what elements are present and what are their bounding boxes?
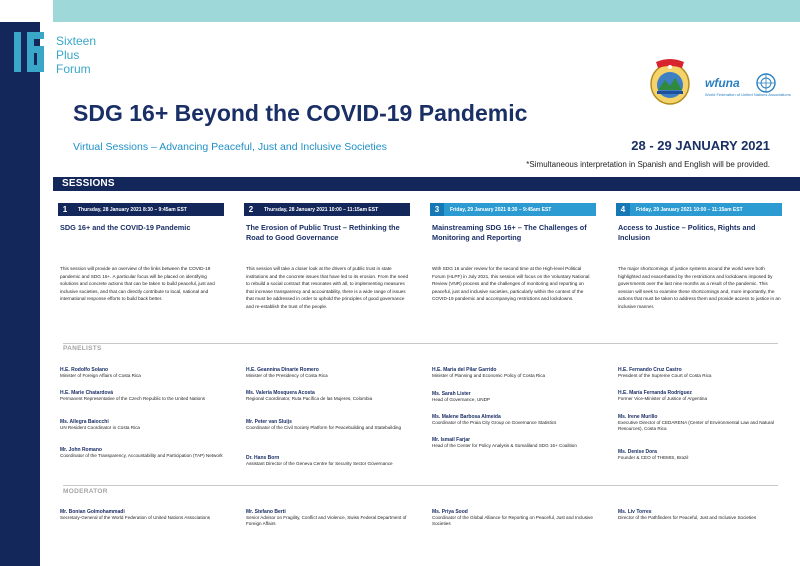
panelist-name: H.E. Rodolfo Solano — [60, 367, 109, 373]
panelist — [246, 367, 414, 379]
session-header — [616, 203, 782, 216]
session-time: Friday, 29 January 2021 10:00 – 11:15am EST — [636, 206, 743, 213]
moderator-name: Mr. Bonian Golmohammadi — [60, 509, 125, 515]
panelist-role: Minister of Planning and Economic Policy of Costa Rica — [432, 373, 546, 379]
session-header — [58, 203, 224, 216]
panelist-role: Head of Governance, UNDP — [432, 397, 490, 403]
session-time: Thursday, 28 January 2021 10:00 – 11:15am EST — [264, 206, 379, 213]
moderator-role: Director of the Pathfinders for Peaceful, Just and Inclusive Societies — [618, 515, 757, 521]
panelists-heading: PANELISTS — [63, 345, 102, 352]
top-teal-band — [53, 0, 800, 22]
panelist-name: Ms. Sarah Lister — [432, 391, 471, 397]
moderator-name: Ms. Priya Sood — [432, 509, 468, 515]
moderator-role: Secretary-General of the World Federation of United Nations Associations — [60, 515, 211, 521]
panelist-role: Regional Coordinator, Ruta Pacífica de las Mujeres, Colombia — [246, 396, 373, 402]
session-number: 4 — [616, 203, 630, 216]
panelist-name: H.E. Fernando Cruz Castro — [618, 367, 682, 373]
panelist — [246, 419, 414, 431]
panelist-name: Mr. John Romano — [60, 447, 102, 453]
panelist — [246, 455, 414, 467]
session-number: 1 — [58, 203, 72, 216]
session-time: Friday, 29 January 2021 8:30 – 9:45am EST — [450, 206, 552, 213]
session-header — [244, 203, 410, 216]
panelist-name: Ms. Malene Barbosa Almeida — [432, 414, 501, 420]
session-column — [430, 203, 596, 302]
moderator-role: Coordinator of the Global Alliance for Reporting on Peaceful, Just and Inclusive Societies — [432, 515, 593, 527]
panelist — [618, 367, 786, 379]
session-description: This session will provide an overview of the links between the COVID-19 pandemic and SDG 16+. A particular focus will be placed on identifying solutions and concrete actions that can be taken to build peaceful, just and inclusive societies, and that can directly contribute to local, national and international response efforts to build back better. — [60, 266, 215, 302]
wfuna-logo — [705, 72, 791, 102]
panelist — [432, 414, 600, 426]
panelist-role: President of the Supreme Court of Costa Rica — [618, 373, 712, 379]
session-title: SDG 16+ and the COVID-19 Pandemic — [60, 223, 191, 232]
logo-line-2: Plus Forum — [56, 48, 91, 76]
page-subtitle: Virtual Sessions – Advancing Peaceful, Just and Inclusive Societies — [73, 141, 387, 153]
panelist — [432, 391, 600, 403]
sessions-heading: SESSIONS — [62, 178, 115, 189]
panelist-role: Founder & CEO of THEMIS, Brazil — [618, 455, 689, 461]
session-number: 2 — [244, 203, 258, 216]
moderator-heading: MODERATOR — [63, 488, 108, 495]
wfuna-subtitle: World Federation of United Nations Associations — [705, 92, 791, 97]
panelist-name: Mr. Ismail Farjar — [432, 437, 471, 443]
panelist — [618, 449, 786, 461]
top-band — [0, 0, 800, 22]
moderator — [618, 509, 786, 521]
panelist — [60, 367, 228, 379]
panelist — [60, 447, 228, 459]
panelist-name: Ms. Valeria Mosquera Acosta — [246, 390, 315, 396]
panelist — [246, 390, 414, 402]
panelist — [618, 414, 786, 433]
sessions-bar — [53, 177, 800, 191]
moderator-divider — [63, 485, 778, 486]
panelist — [60, 419, 228, 431]
session-header — [430, 203, 596, 216]
moderator-name: Ms. Liv Torres — [618, 509, 652, 515]
panelist-role: Assistant Director of the Geneva Centre for Security Sector Governance — [246, 461, 393, 467]
moderator — [246, 509, 414, 528]
panelist-role: Permanent Representative of the Czech Republic to the United Nations — [60, 396, 206, 402]
page-title: SDG 16+ Beyond the COVID-19 Pandemic — [73, 100, 528, 126]
session-time: Thursday, 28 January 2021 8:30 – 9:45am EST — [78, 206, 187, 213]
moderator — [60, 509, 228, 521]
panelist-name: H.E. María Fernanda Rodríguez — [618, 390, 692, 396]
session-description: With SDG 16 under review for the second time at the High-level Political Forum (HLPF) in July 2021, this session will focus on the Voluntary National Review (VNR) process and the challenges of monitoring and reporting on peaceful, just and inclusive societies, particularly within the context of the COVID-19 pandemic and accompanying restrictions and lockdowns. — [432, 266, 590, 302]
panelists-divider — [63, 343, 778, 344]
session-title: Access to Justice – Politics, Rights and Inclusion — [618, 223, 756, 242]
panelist-role: Minister of Foreign Affairs of Costa Rica — [60, 373, 141, 379]
moderator-name: Mr. Stefano Berti — [246, 509, 286, 515]
panelist-role: Minister of the Presidency of Costa Rica — [246, 373, 328, 379]
interpretation-note: *Simultaneous interpretation in Spanish and English will be provided. — [526, 160, 770, 169]
session-title: The Erosion of Public Trust – Rethinking the Road to Good Governance — [246, 223, 400, 242]
panelist — [432, 367, 600, 379]
panelist-name: H.E. Maria del Pilar Garrido — [432, 367, 497, 373]
panelist-role: Coordinator of the Transparency, Accountability and Participation (TAP) Network — [60, 453, 223, 459]
panelist-name: H.E. Marie Chatardová — [60, 390, 114, 396]
session-description: This session will take a closer look at the drivers of public trust in state institutions and the concrete issues that have led to its erosion. From the need to rebuild a social contract that resonates with all, to implementing measures that increase transparency and accountability, there is a wide range of issues that must be addressed in order to uphold the principles of good governance and re-establish the trust of the people. — [246, 266, 409, 309]
panelist-name: Dr. Hans Born — [246, 455, 280, 461]
panelist-role: Former Vice-Minister of Justice of Argentina — [618, 396, 708, 402]
session-column — [244, 203, 410, 309]
un-globe-icon — [755, 72, 777, 94]
panelist-name: Ms. Irene Murillo — [618, 414, 658, 420]
panelist-name: Mr. Peter van Sluijs — [246, 419, 292, 425]
panelist-name: Ms. Allegra Baiocchi — [60, 419, 109, 425]
moderator-role: Senior Advisor on Fragility, Conflict and Violence, Swiss Federal Department of Foreign Affairs — [246, 515, 407, 527]
panelist-role: UN Resident Coordinator in Costa Rica — [60, 425, 140, 431]
session-column — [616, 203, 782, 309]
panelist-role: Head of the Center for Policy Analysis & Somaliland SDG 16+ Coalition — [432, 443, 577, 449]
panelist-name: Ms. Denise Dora — [618, 449, 657, 455]
panelist-role: Coordinator of the Praia City Group on Governance Statistics — [432, 420, 557, 426]
panelist-role: Executive Director of CEDARENA (Center of Environmental Law and Natural Resources), Costa Rica — [618, 420, 774, 432]
session-title: Mainstreaming SDG 16+ – The Challenges of Monitoring and Reporting — [432, 223, 587, 242]
forum-logo — [0, 30, 110, 80]
left-navy-strip — [0, 22, 40, 566]
panelist — [618, 390, 786, 402]
event-dates: 28 - 29 JANUARY 2021 — [631, 138, 770, 153]
panelist-name: H.E. Geannina Dinarte Romero — [246, 367, 319, 373]
session-description: The major shortcomings of justice systems around the world were both highlighted and exacerbated by the restrictions and lockdowns imposed by governments over the last nine months as a result of the pandemic. This session will seek to examine these shortcomings and, more importantly, the actions that must be taken to address them and provide access to justice in an inclusive manner. — [618, 266, 781, 309]
panelist-role: Coordinator of the Civil Society Platform for Peacebuilding and Statebuilding — [246, 425, 401, 431]
panelist — [432, 437, 600, 449]
sixteen-logo-icon — [14, 32, 48, 72]
wfuna-wordmark: wfuna — [705, 76, 740, 90]
logo-line-1: Sixteen — [56, 34, 97, 48]
session-column — [58, 203, 224, 302]
costa-rica-emblem-icon — [648, 58, 692, 108]
session-number: 3 — [430, 203, 444, 216]
moderator — [432, 509, 600, 528]
panelist — [60, 390, 228, 402]
